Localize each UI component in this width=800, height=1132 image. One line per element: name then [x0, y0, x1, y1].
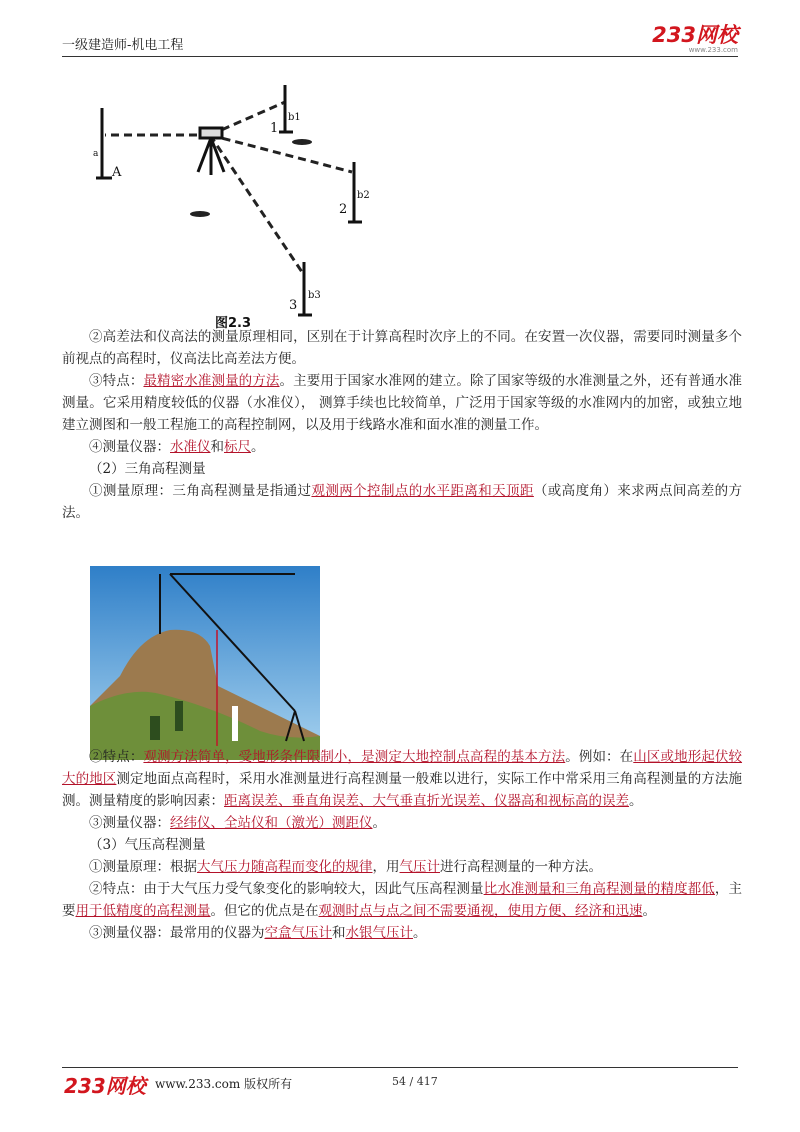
section-heading: （2）三角高程测量 — [89, 461, 206, 477]
label-b2: b2 — [357, 190, 370, 201]
logo-url: www.233.com — [688, 46, 738, 54]
paragraph: ①测量原理：三角高程测量是指通过观测两个控制点的水平距离和天顶距（或高度角）来求两点间高差的方法。 — [62, 483, 743, 521]
logo-text: 233网校 — [652, 23, 738, 47]
paragraph: ①测量原理：根据大气压力随高程而变化的规律，用气压计进行高程测量的一种方法。 — [89, 859, 602, 875]
paragraph: ②特点：观测方法简单，受地形条件限制小，是测定大地控制点高程的基本方法。例如：在山区或地形起伏较大的地区测定地面点高程时，采用水准测量进行高程测量一般难以进行，实际工作中常采用三角高程测量的方法施测。测量精度的影响因素：距离误差、垂直角误差、大气垂直折光误差、仪器高和视标高的误差。 — [62, 749, 743, 809]
document-body — [62, 326, 742, 944]
staff-1 — [279, 85, 293, 132]
label-A: A — [112, 165, 122, 180]
page-header — [62, 23, 738, 57]
footer-logo[interactable]: 233网校 — [64, 1074, 146, 1098]
paragraph: ③测量仪器：最常用的仪器为空盒气压计和水银气压计。 — [89, 925, 427, 941]
label-3: 3 — [289, 298, 298, 313]
section-heading: （3）气压高程测量 — [89, 837, 206, 853]
paragraph: ②特点：由于大气压力受气象变化的影响较大，因此气压高程测量比水准测量和三角高程测量的精度都低，主要用于低精度的高程测量。但它的优点是在观测时点与点之间不需要通视，使用方便、经济和迅速。 — [62, 881, 743, 919]
paragraph: ③特点：最精密水准测量的方法。主要用于国家水准网的建立。除了国家等级的水准测量之外，还有普通水准测量。它采用精度较低的仪器（水准仪）， 测算手续也比较简单，广泛用于国家等级的水准网内的加密，或独立地建立测图和一般工程施工的高程控制网，以及用于线路水准和面水准的测量工作。 — [62, 373, 743, 433]
paragraph: ②高差法和仪高法的测量原理相同，区别在于计算高程时次序上的不同。在安置一次仪器，需要同时测量多个前视点的高程时，仪高法比高差法方便。 — [62, 329, 742, 367]
page-footer — [62, 1067, 738, 1098]
label-b3: b3 — [308, 290, 321, 301]
header-title: 一级建造师-机电工程 — [62, 38, 184, 53]
paragraph: ③测量仪器：经纬仪、全站仪和（激光）测距仪。 — [89, 815, 386, 831]
label-b1: b1 — [288, 112, 301, 123]
brand-logo[interactable] — [652, 24, 738, 54]
staff-A — [96, 108, 112, 178]
label-1: 1 — [270, 121, 279, 136]
figure-caption: 图2.3 — [215, 316, 252, 331]
footer-site[interactable]: www.233.com 版权所有 — [155, 1077, 293, 1091]
label-2: 2 — [339, 202, 348, 217]
paragraph: ④测量仪器：水准仪和标尺。 — [89, 439, 265, 455]
leveling-diagram — [80, 80, 400, 330]
page-number: 54 / 417 — [392, 1075, 438, 1088]
figure-spacer — [62, 524, 742, 746]
label-a: a — [93, 149, 99, 159]
